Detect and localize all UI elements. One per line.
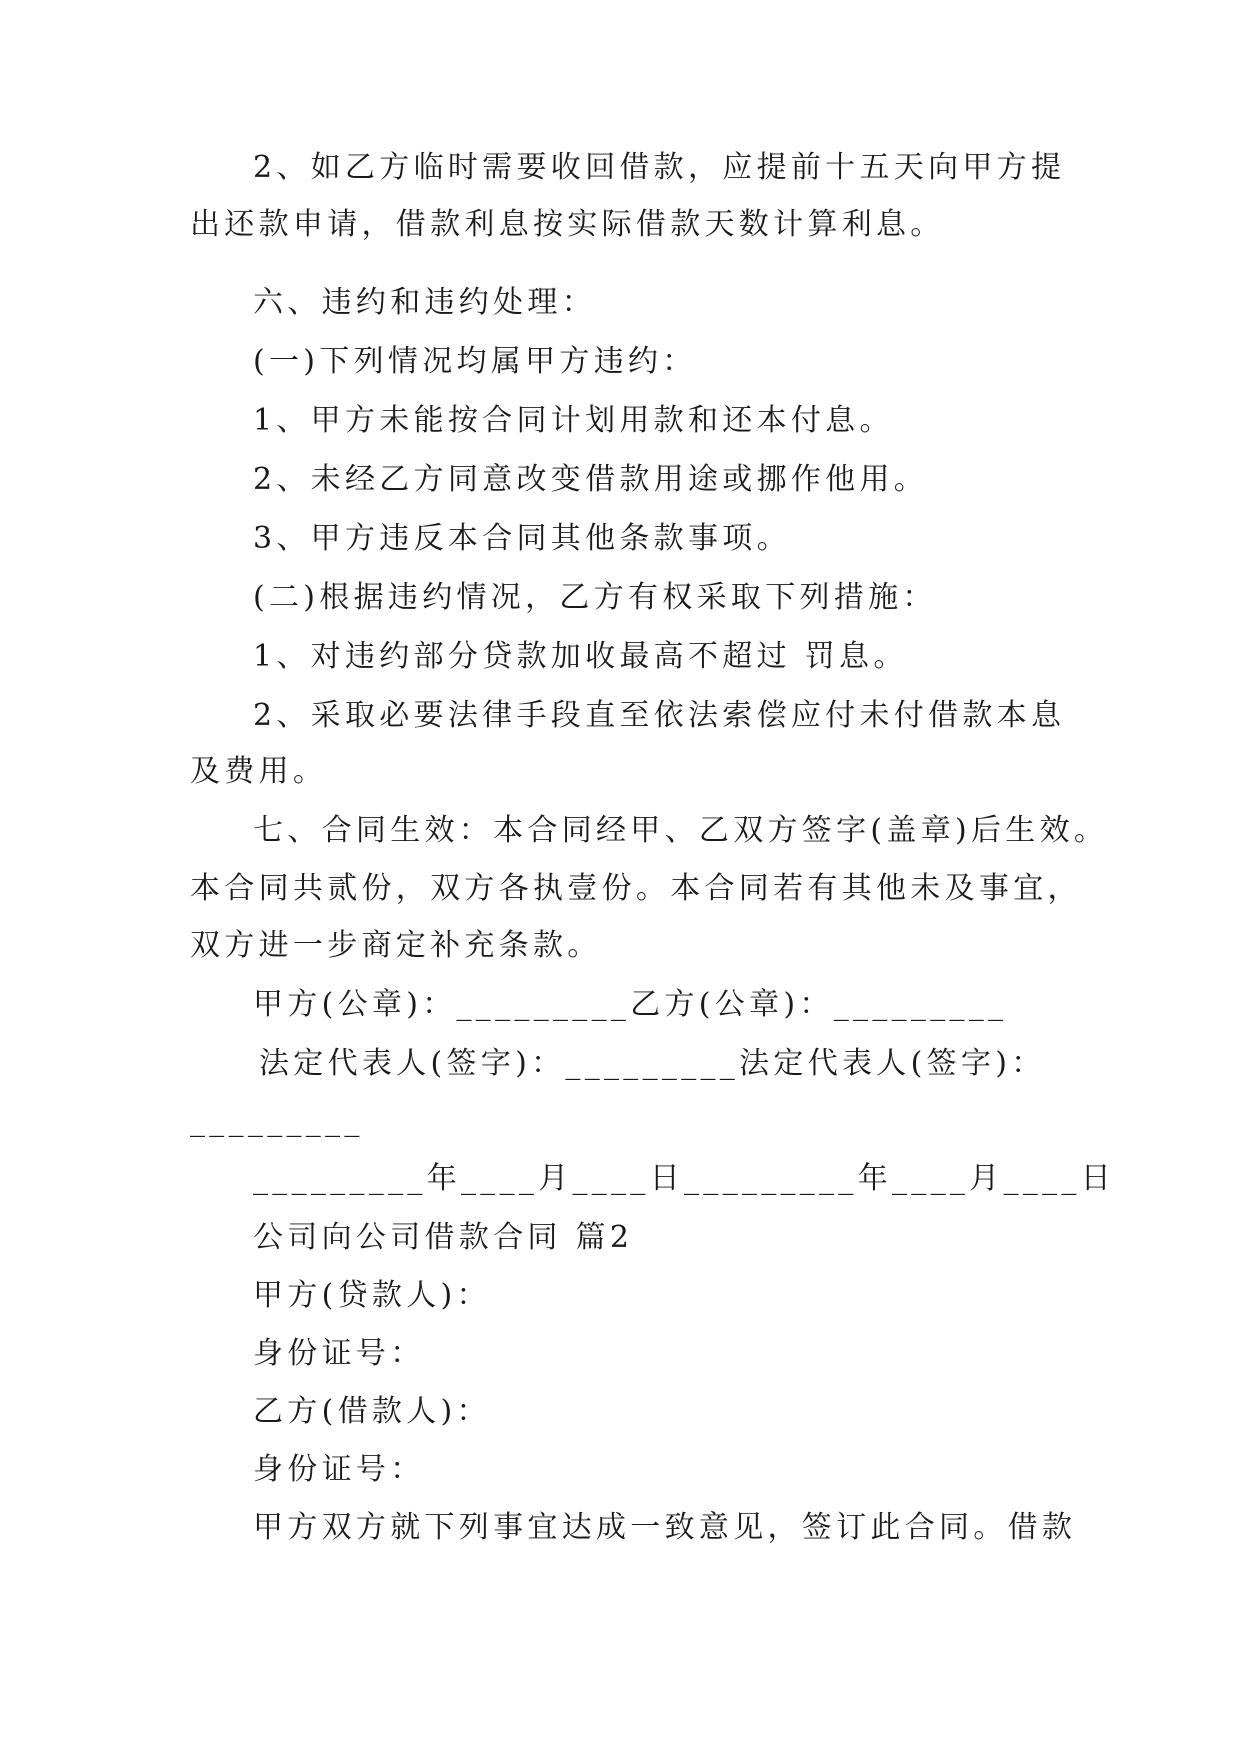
text-line: 双方进一步商定补充条款。 [190, 928, 602, 963]
section-title: 公司向公司借款合同 篇2 [253, 1220, 634, 1255]
text-line: (一)下列情况均属甲方违约： [253, 344, 697, 379]
signature-line-representative: 法定代表人(签字)：_________法定代表人(签字)： [259, 1046, 1046, 1081]
date-line: _________年____月____日_________年____月____日 [253, 1161, 1115, 1196]
text-line: 1、甲方未能按合同计划用款和还本付息。 [253, 403, 894, 438]
text-line: 出还款申请，借款利息按实际借款天数计算利息。 [190, 207, 945, 242]
text-line: 1、对违约部分贷款加收最高不超过 罚息。 [253, 639, 908, 674]
text-line: 本合同共贰份，双方各执壹份。本合同若有其他未及事宜， [190, 871, 1082, 906]
text-line: 甲方双方就下列事宜达成一致意见，签订此合同。借款 [253, 1510, 1077, 1545]
signature-line-party: 甲方(公章)：_________乙方(公章)：_________ [253, 987, 1008, 1022]
signature-blank: _________ [190, 1103, 364, 1138]
section-heading: 七、合同生效：本合同经甲、乙双方签字(盖章)后生效。 [253, 813, 1109, 848]
text-line: (二)根据违约情况，乙方有权采取下列措施： [253, 580, 937, 615]
text-line: 身份证号： [253, 1336, 425, 1371]
text-line: 2、采取必要法律手段直至依法索偿应付未付借款本息 [253, 698, 1066, 733]
text-line: 甲方(贷款人)： [253, 1278, 491, 1313]
text-line: 及费用。 [190, 754, 328, 789]
text-line: 3、甲方违反本合同其他条款事项。 [253, 521, 791, 556]
text-line: 身份证号： [253, 1452, 425, 1487]
text-line: 乙方(借款人)： [253, 1394, 491, 1429]
text-line: 2、未经乙方同意改变借款用途或挪作他用。 [253, 462, 929, 497]
section-heading: 六、违约和违约处理： [253, 285, 596, 320]
text-line: 2、如乙方临时需要收回借款，应提前十五天向甲方提 [253, 150, 1066, 185]
